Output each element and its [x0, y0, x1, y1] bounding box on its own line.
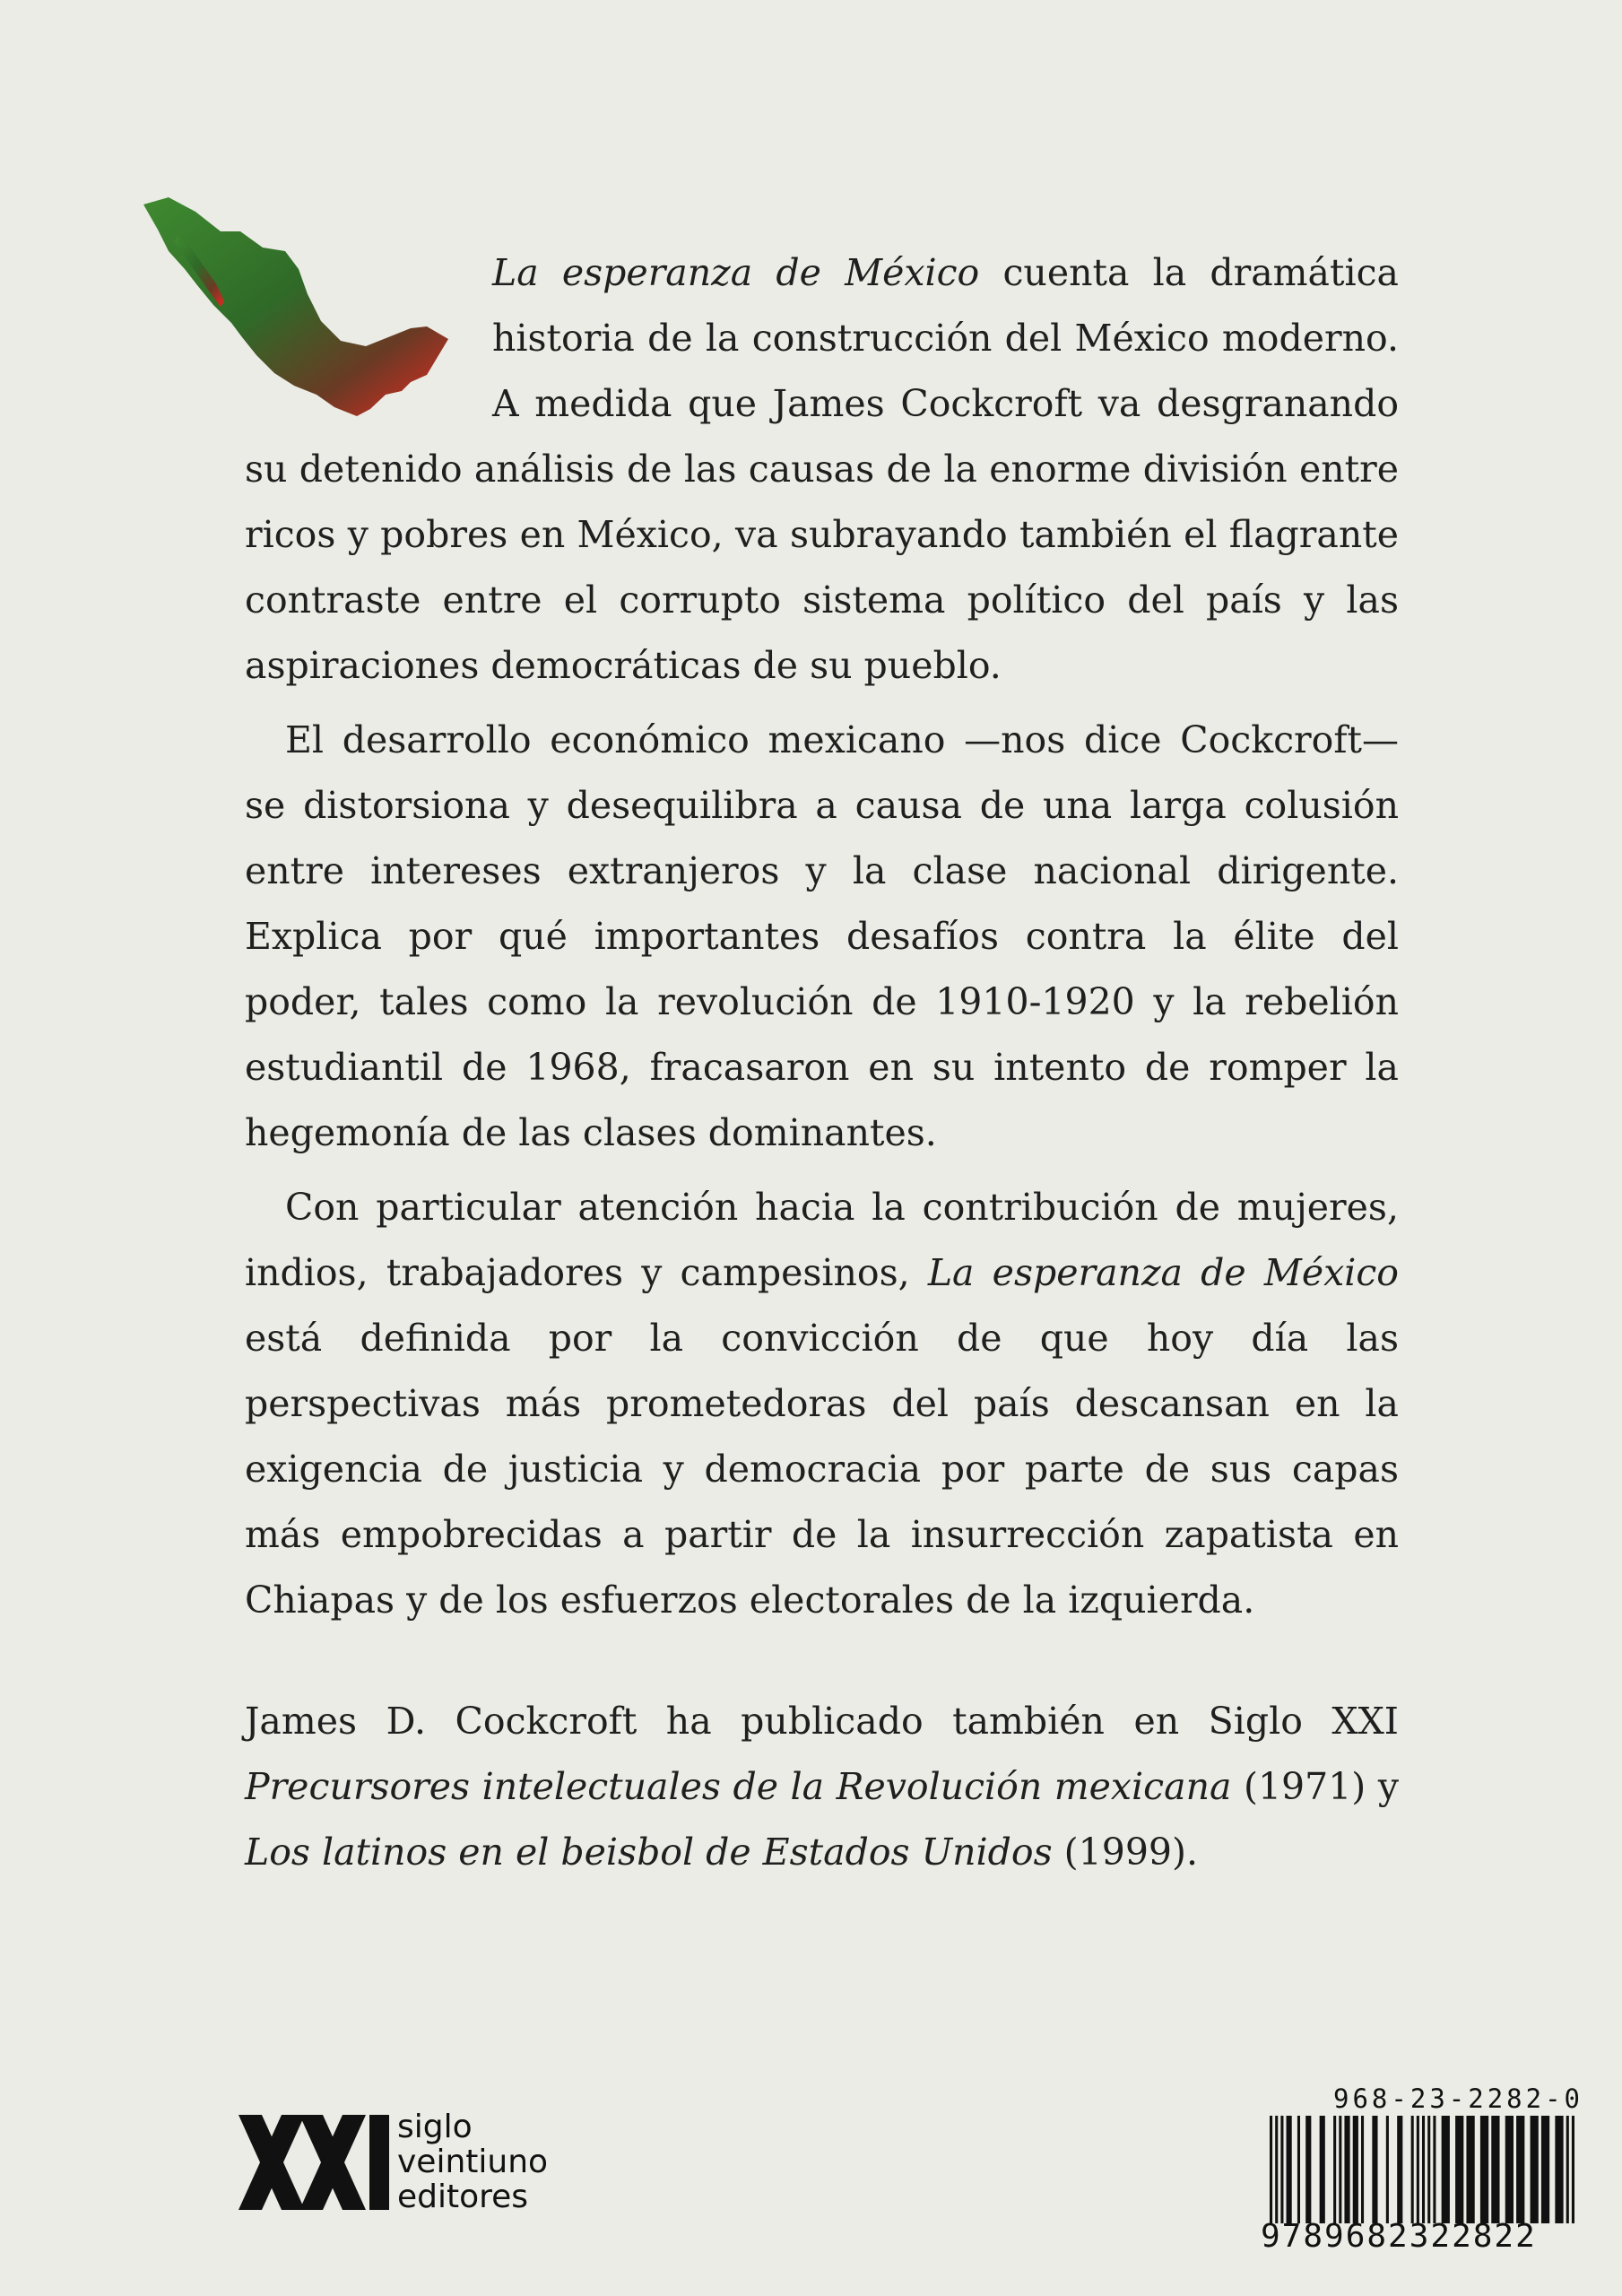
barcode-bar [1480, 2116, 1488, 2223]
barcode-bar [1466, 2116, 1474, 2223]
publisher-name [397, 2109, 548, 2214]
author-note-text-c: (1999). [1052, 1831, 1199, 1874]
barcode-bar [1361, 2116, 1364, 2223]
barcode-bar [1297, 2116, 1300, 2223]
barcode-bar [1305, 2116, 1311, 2223]
barcode-bar [1442, 2116, 1450, 2223]
barcode-bar [1411, 2116, 1414, 2223]
barcode-bar [1433, 2116, 1436, 2223]
barcode-bar [1280, 2116, 1283, 2223]
barcode-bar [1541, 2116, 1549, 2223]
barcode-bar [1566, 2116, 1569, 2223]
barcode-bar [1491, 2116, 1499, 2223]
paragraph-3-text-a: Con particular atención hacia la contribución de mujeres, indios, trabajadores y campesinos, [245, 1186, 1399, 1294]
barcode-bar [1333, 2116, 1336, 2223]
publisher-line-3: editores [397, 2179, 529, 2215]
barcode-bar [1572, 2116, 1574, 2223]
book-title-italic: La esperanza de México [927, 1251, 1399, 1294]
barcode-bar [1275, 2116, 1278, 2223]
barcode-bar [1372, 2116, 1377, 2223]
barcode-bar [1270, 2116, 1272, 2223]
barcode-bar [1344, 2116, 1349, 2223]
paragraph-1-text: cuenta la dramática historia de la construcción del México moderno. A medida que James Cockcroft va desgranando su detenido análisis de las causas de la enorme división entre ricos y pobres en México, va subrayando también el flagrante contraste entre el corrupto sistema político del país y las aspiraciones democráticas de su pueblo. [245, 251, 1399, 687]
barcode-bar [1320, 2116, 1325, 2223]
barcode-bar [1287, 2116, 1292, 2223]
publisher-line-1: siglo [397, 2109, 473, 2145]
barcode-bar [1516, 2116, 1524, 2223]
barcode-bar [1339, 2116, 1341, 2223]
work-title-italic: Los latinos en el beisbol de Estados Unidos [245, 1831, 1053, 1874]
book-title-italic: La esperanza de México [492, 251, 980, 294]
paragraph-3-text-b: está definida por la convicción de que hoy día las perspectivas más prometedoras del país descansan en la exigencia de justicia y democracia por parte de sus capas más empobrecidas a partir de la insurrección zapatista en Chiapas y de los esfuerzos electorales de la izquierda. [245, 1317, 1399, 1622]
barcode-bar [1427, 2116, 1430, 2223]
publisher-line-2: veintiuno [397, 2144, 549, 2180]
barcode-bar [1353, 2116, 1358, 2223]
map-wrap-spacer [245, 240, 492, 430]
barcode-bar [1455, 2116, 1463, 2223]
publisher-logo [235, 2109, 548, 2214]
author-note-text-a: James D. Cockcroft ha publicado también en Siglo XXI [245, 1700, 1399, 1743]
paragraph-3 [245, 1175, 1399, 1633]
paragraph-2: El desarrollo económico mexicano —nos dice Cockcroft— se distorsiona y desequilibra a causa de una larga colusión entre intereses extranjeros y la clase nacional dirigente. Explica por qué importantes desafíos contra la élite del poder, tales como la revolución de 1910-1920 y la rebelión estudiantil de 1968, fracasaron en su intento de romper la hegemonía de las clases dominantes. [245, 718, 1399, 1154]
work-title-italic: Precursores intelectuales de la Revolución mexicana [245, 1765, 1232, 1808]
barcode-bar [1505, 2116, 1514, 2223]
isbn-10-label: 968-23-2282-0 [1333, 2083, 1583, 2114]
barcode-icon [1261, 2116, 1583, 2223]
barcode-bar [1417, 2116, 1419, 2223]
barcode-bar [1397, 2116, 1402, 2223]
ean-13-label: 9789682322822 [1261, 2218, 1537, 2255]
author-note [245, 1689, 1399, 1885]
author-note-text-b: (1971) y [1231, 1765, 1400, 1808]
siglo-xxi-logo-icon [235, 2111, 392, 2213]
barcode-bar [1531, 2116, 1539, 2223]
isbn-barcode [1261, 2083, 1583, 2255]
barcode-bar [1422, 2116, 1425, 2223]
barcode-bar [1555, 2116, 1563, 2223]
barcode-bar [1386, 2116, 1389, 2223]
description-text [245, 240, 1399, 1894]
